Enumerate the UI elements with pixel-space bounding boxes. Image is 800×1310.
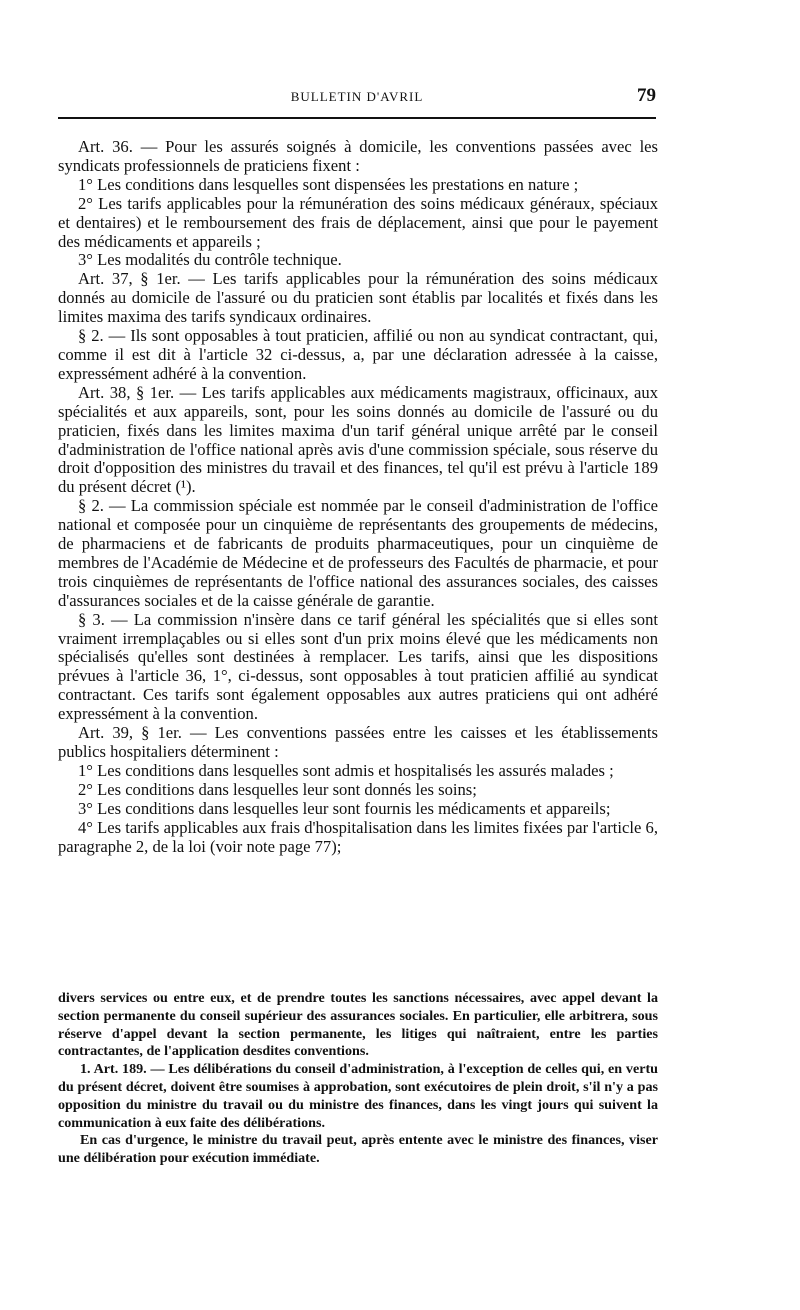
paragraph-art37-2: § 2. — Ils sont opposables à tout praticien, affilié ou non au syndicat contractant, qui, comme il est dit à l'article 32 ci-dessus, a, par une déclaration adressée à la caisse, expressément adhéré à la convention. bbox=[58, 326, 658, 383]
paragraph-art38-2: § 2. — La commission spéciale est nommée par le conseil d'administration de l'office national et composée pour un cinquième de représentants des groupements de médecins, de pharmaciens et de fabricants de produits pharmaceutiques, pour un cinquième de membres de l'Académie de Médecine et de professeurs des Facultés de pharmacie, et pour trois cinquièmes de représentants de l'office national des assurances sociales, des caisses d'assurances sociales et de la caisse générale de garantie. bbox=[58, 496, 658, 610]
paragraph-art36: Art. 36. — Pour les assurés soignés à domicile, les conventions passées avec les syndicats professionnels de praticiens fixent : bbox=[58, 137, 658, 175]
paragraph-art36-3: 3° Les modalités du contrôle technique. bbox=[78, 250, 342, 270]
paragraph-art36-1: 1° Les conditions dans lesquelles sont dispensées les prestations en nature ; bbox=[78, 174, 579, 194]
paragraph-art39-2: 2° Les conditions dans lesquelles leur sont donnés les soins; bbox=[78, 779, 477, 799]
main-text bbox=[58, 138, 658, 856]
paragraph-art37-1: Art. 37, § 1er. — Les tarifs applicables pour la rémunération des soins médicaux donnés au domicile de l'assuré ou du praticien sont établis par localités et fixés dans les limites maxima des tarifs syndicaux ordinaires. bbox=[58, 269, 658, 327]
paragraph-art39: Art. 39, § 1er. — Les conventions passées entre les caisses et les établissements publics hospitaliers déterminent : bbox=[58, 723, 658, 761]
header-rule bbox=[58, 117, 656, 119]
footnote-1: 1. Art. 189. — Les délibérations du conseil d'administration, à l'exception de celles qui, en vertu du présent décret, doivent être soumises à approbation, sont exécutoires de plein droit, s'il n'y a pas opposition du ministre du travail ou du ministre des finances, dans les vingt jours qui suivent la communication à eux faite des délibérations. bbox=[58, 1061, 658, 1131]
paragraph-art39-1: 1° Les conditions dans lesquelles sont admis et hospitalisés les assurés malades ; bbox=[78, 760, 614, 780]
paragraph-art39-4: 4° Les tarifs applicables aux frais d'hospitalisation dans les limites fixées par l'article 6, paragraphe 2, de la loi (voir note page 77); bbox=[58, 817, 658, 856]
footnote-1-continuation: En cas d'urgence, le ministre du travail peut, après entente avec le ministre des finances, viser une délibération pour exécution immédiate. bbox=[58, 1132, 658, 1167]
paragraph-art38-3: § 3. — La commission n'insère dans ce tarif général les spécialités que si elles sont vraiment irremplaçables ou si elles sont d'un prix moins élevé que les médicaments non spécialisés qu'elles sont destinées à remplacer. Les tarifs, ainsi que les dispositions prévues à l'article 36, 1°, ci-dessus, sont opposables à tout praticien affilié au syndicat contractant. Ces tarifs sont également opposables aux autres praticiens qui ont adhéré expressément à la convention. bbox=[58, 609, 658, 724]
paragraph-art39-3: 3° Les conditions dans lesquelles leur sont fournis les médicaments et appareils; bbox=[78, 798, 611, 818]
paragraph-art38-1: Art. 38, § 1er. — Les tarifs applicables aux médicaments magistraux, officinaux, aux spécialités et aux appareils, sont, pour les soins donnés au domicile de l'assuré ou du praticien, fixés dans les limites maxima d'un tarif général unique arrêté par le conseil d'administration de l'office national après avis d'une commission spéciale, sous réserve du droit d'opposition des ministres du travail et des finances, tel qu'il est prévu à l'article 189 du présent décret (¹). bbox=[58, 382, 658, 497]
running-title: BULLETIN D'AVRIL bbox=[290, 89, 424, 104]
paragraph-art36-2: 2° Les tarifs applicables pour la rémunération des soins médicaux généraux, spéciaux et dentaires) et le remboursement des frais de déplacement, ainsi que pour le payement des médicaments et appareils ; bbox=[58, 193, 658, 251]
footnote-continuation: divers services ou entre eux, et de prendre toutes les sanctions nécessaires, avec appel devant la section permanente du conseil supérieur des assurances sociales. En particulier, elle arbitrera, sous réserve d'appel devant la section permanente, les litiges qui naîtraient, entre les parties contractantes, de l'application desdites conventions. bbox=[58, 990, 658, 1060]
page-number: 79 bbox=[637, 85, 656, 106]
footnotes bbox=[58, 990, 658, 1168]
page-header bbox=[58, 85, 656, 115]
